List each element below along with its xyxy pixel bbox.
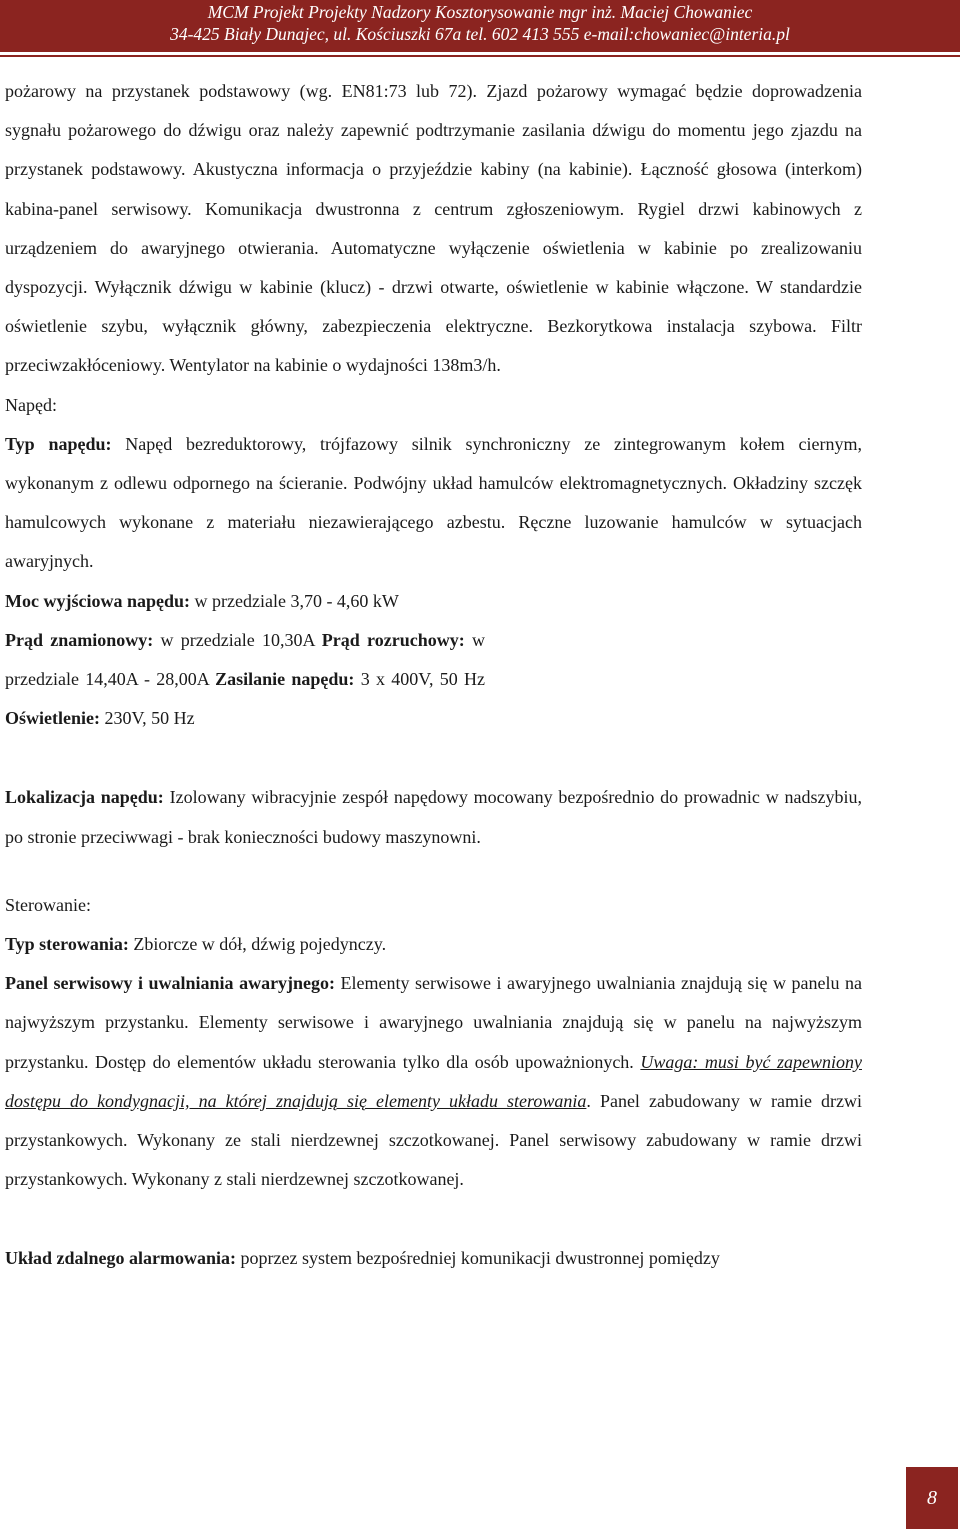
text-alarm: poprzez system bezpośredniej komunikacji dwustronnej pomiędzy — [236, 1248, 720, 1269]
text-panel: Elementy serwisowe i awaryjnego uwalniania znajdują się w panelu na najwyższym przystanku. Elementy serwisowe i awaryjnego uwalniania znajdują się w panelu na najwyższym przystanku. Dostęp do elementów układu sterowania tylko dla osób upoważnionych. — [5, 973, 862, 1072]
paragraph-typ-sterowania — [5, 925, 862, 964]
text-typ-sterowania: Zbiorcze w dół, dźwig pojedynczy. — [128, 934, 387, 955]
paragraph-lokalizacja — [5, 778, 862, 856]
document-body — [5, 72, 862, 1279]
text-prad-rozruchowy: w przedziale 14,40A - 28,00A — [5, 629, 485, 690]
paragraph-panel — [5, 964, 862, 1199]
label-oswietlenie: Oświetlenie: — [5, 708, 100, 729]
header-address-line: 34-425 Biały Dunajec, ul. Kościuszki 67a tel. 602 413 555 e-mail:chowaniec@interia.pl — [170, 24, 790, 44]
text-zasilanie: 3 x 400V, 50 Hz — [354, 669, 486, 690]
label-alarm: Układ zdalnego alarmowania: — [5, 1248, 237, 1269]
label-lokalizacja: Lokalizacja napędu: — [5, 787, 164, 808]
paragraph-alarm — [5, 1239, 862, 1278]
text-lokalizacja: Izolowany wibracyjnie zespół napędowy mocowany bezpośrednio do prowadnic w nadszybiu, po stronie przeciwwagi - brak konieczności budowy maszynowni. — [5, 787, 862, 847]
label-typ-sterowania: Typ sterowania: — [5, 934, 129, 955]
label-zasilanie: Zasilanie napędu: — [215, 669, 355, 690]
text-typ-napedu: Napęd bezreduktorowy, trójfazowy silnik synchroniczny ze zintegrowanym kołem ciernym, wykonanym z odlewu odpornego na ścieranie. Podwójny układ hamulców elektromagnetycznych. Okładziny szczęk hamulcowych wykonane z materiału niezawierającego azbestu. Ręczne luzowanie hamulców w sytuacjach awaryjnych. — [5, 433, 862, 572]
text-panel-cont: . Panel zabudowany w ramie drzwi przystankowych. Wykonany ze stali nierdzewnej szczotkowanej. Panel serwisowy zabudowany w ramie drzwi przystankowych. Wykonany z stali nierdzewnej szczotkowanej. — [5, 1090, 862, 1190]
header-divider — [0, 55, 960, 57]
paragraph-typ-napedu — [5, 425, 862, 582]
uwaga-note: Uwaga: musi być zapewniony dostępu do kondygnacji, na której znajdują się elementy układu sterowania — [5, 1051, 862, 1111]
label-typ-napedu: Typ napędu: — [5, 433, 112, 454]
text-prad-znamionowy: w przedziale 10,30A — [153, 629, 322, 650]
paragraph-parametry — [5, 621, 485, 739]
header-company-line: MCM Projekt Projekty Nadzory Kosztorysowanie mgr inż. Maciej Chowaniec — [207, 2, 753, 22]
intro-paragraph: pożarowy na przystanek podstawowy (wg. EN81:73 lub 72). Zjazd pożarowy wymagać będzie doprowadzenia sygnału pożarowego do dźwigu oraz należy zapewnić podtrzymanie zasilania dźwigu do momentu jego zjazdu na przystanek podstawowy. Akustyczna informacja o przyjeździe kabiny (na kabinie). Łączność głosowa (interkom) kabina-panel serwisowy. Komunikacja dwustronna z centrum zgłoszeniowym. Rygiel drzwi kabinowych z urządzeniem do awaryjnego otwierania. Automatyczne wyłączenie oświetlenia w kabinie po zrealizowaniu dyspozycji. Wyłącznik dźwigu w kabinie (klucz) - drzwi otwarte, oświetlenie w kabinie włączone. W standardzie oświetlenie szybu, wyłącznik główny, zabezpieczenia elektryczne. Bezkorytkowa instalacja szybowa. Filtr przeciwzakłóceniowy. Wentylator na kabinie o wydajności 138m3/h. — [5, 81, 862, 376]
label-prad-rozruchowy: Prąd rozruchowy: — [321, 629, 465, 650]
spacer — [5, 1199, 862, 1239]
text-oswietlenie: 230V, 50 Hz — [99, 708, 195, 729]
page-header — [0, 0, 960, 52]
paragraph-moc — [5, 582, 862, 621]
spacer — [5, 738, 862, 778]
label-moc: Moc wyjściowa napędu: — [5, 590, 190, 611]
label-prad-znamionowy: Prąd znamionowy: — [5, 629, 154, 650]
section-heading-naped: Napęd: — [5, 394, 57, 415]
page-number: 8 — [906, 1467, 958, 1529]
spacer — [5, 857, 862, 886]
label-panel: Panel serwisowy i uwalniania awaryjnego: — [5, 973, 336, 994]
text-moc: w przedziale 3,70 - 4,60 kW — [190, 590, 399, 611]
section-heading-sterowanie: Sterowanie: — [5, 894, 91, 915]
